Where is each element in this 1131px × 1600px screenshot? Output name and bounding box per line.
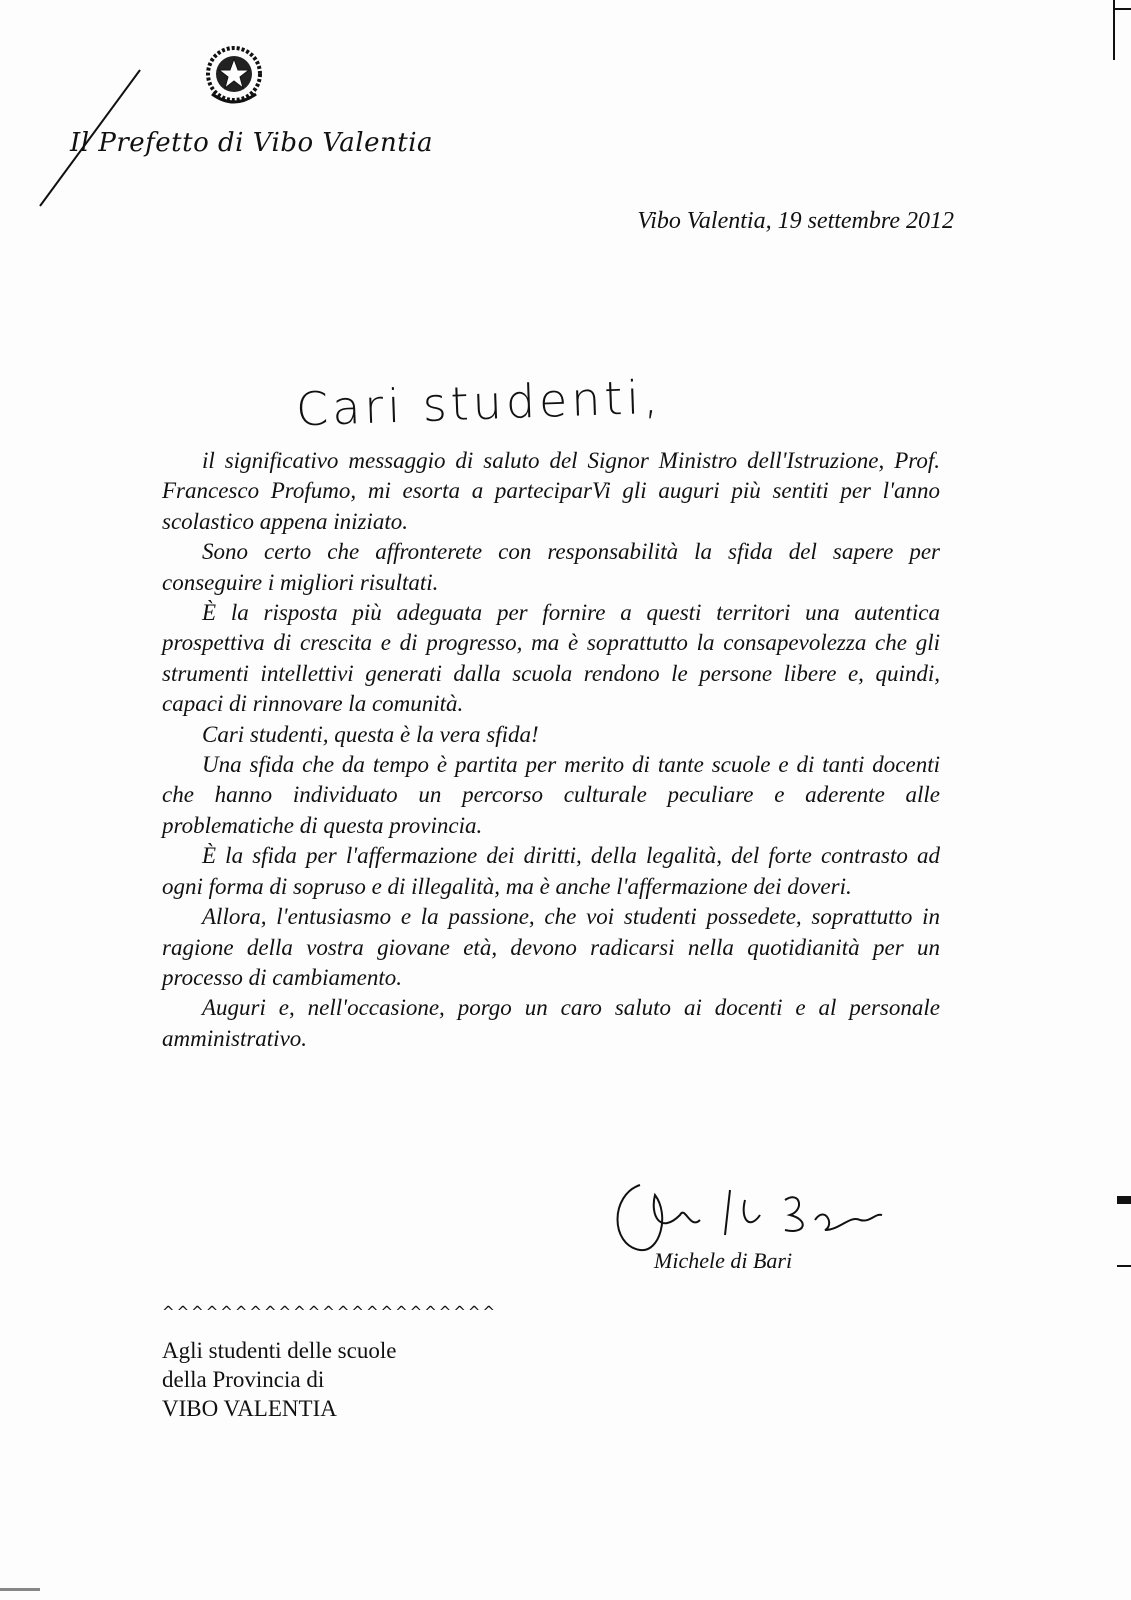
letter-date: Vibo Valentia, 19 settembre 2012 — [637, 208, 954, 234]
scan-edge-mark — [0, 1588, 40, 1591]
letterhead-title: Il Prefetto di Vibo Valentia — [70, 128, 434, 158]
addressee-block — [162, 1336, 396, 1423]
paragraph: Cari studenti, questa è la vera sfida! — [202, 721, 539, 747]
paragraph: Una sfida che da tempo è partita per merito di tante scuole e di tanti docenti che hanno individuato un percorso culturale peculiare e aderente alle problematiche di questa provincia. — [162, 752, 940, 838]
scan-edge-mark — [1113, 8, 1131, 10]
addressee-line: VIBO VALENTIA — [162, 1396, 337, 1421]
addressee-line: della Provincia di — [162, 1367, 325, 1392]
scan-edge-mark — [1117, 1196, 1131, 1204]
italian-republic-emblem-icon — [204, 44, 264, 108]
paragraph: Sono certo che affronterete con responsabilità la sfida del sapere per conseguire i migliori risultati. — [162, 539, 940, 595]
letter-body — [162, 446, 940, 1054]
handwritten-signature — [600, 1175, 900, 1255]
letterhead-stroke — [0, 0, 200, 220]
signatory-name: Michele di Bari — [654, 1248, 793, 1273]
scan-edge-mark — [1117, 1265, 1131, 1267]
handwritten-greeting: Cari studenti, — [295, 369, 663, 437]
paragraph: il significativo messaggio di saluto del Signor Ministro dell'Istruzione, Prof. Francesco Profumo, mi esorta a parteciparVi gli auguri più sentiti per l'anno scolastico appena iniziato. — [162, 448, 940, 534]
paragraph: Auguri e, nell'occasione, porgo un caro saluto ai docenti e al personale amministrativo. — [162, 995, 940, 1051]
addressee-line: Agli studenti delle scuole — [162, 1338, 397, 1363]
separator: ^^^^^^^^^^^^^^^^^^^^^^^ — [162, 1303, 498, 1321]
paragraph: È la risposta più adeguata per fornire a questi territori una autentica prospettiva di crescita e di progresso, ma è soprattutto la consapevolezza che gli strumenti intellettivi generati dalla scuola rendono le persone libere e, quindi, capaci di rinnovare la comunità. — [162, 600, 940, 717]
paragraph: È la sfida per l'affermazione dei diritti, della legalità, del forte contrasto ad ogni forma di sopruso e di illegalità, ma è anche l'affermazione dei doveri. — [162, 843, 940, 899]
paragraph: Allora, l'entusiasmo e la passione, che voi studenti possedete, soprattutto in ragione della vostra giovane età, devono radicarsi nella quotidianità per un processo di cambiamento. — [162, 904, 940, 990]
